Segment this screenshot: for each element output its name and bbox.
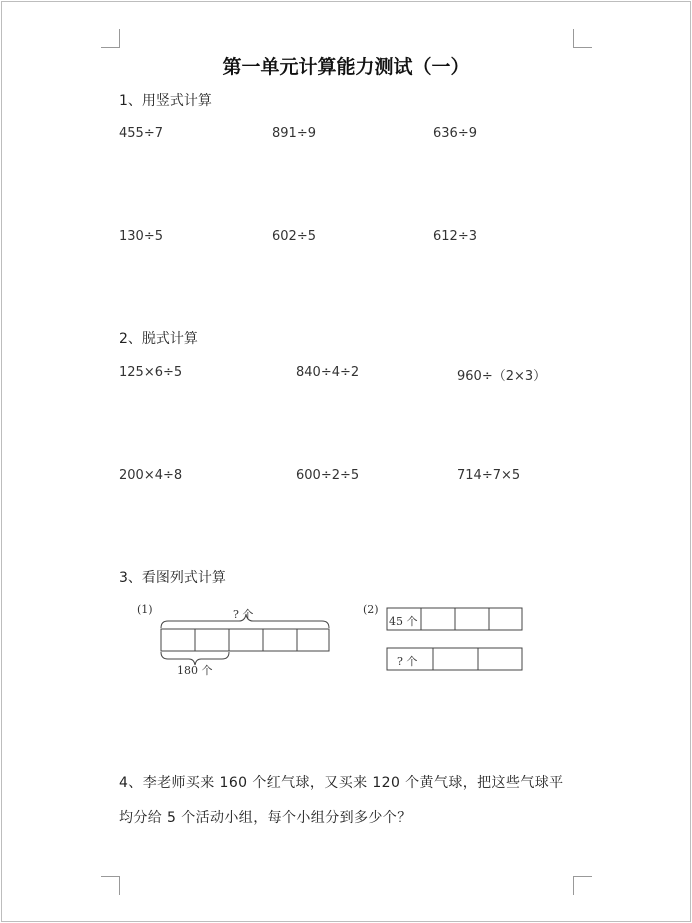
problem-1-5: 602÷5 (272, 229, 316, 244)
crop-mark-bottom-right (573, 876, 592, 895)
problem-2-3: 960÷（2×3） (457, 369, 547, 384)
problem-2-2: 840÷4÷2 (296, 365, 360, 380)
bar-diagram-2 (360, 600, 530, 680)
word-problem-line-2: 均分给 5 个活动小组，每个小组分到多少个？ (119, 810, 412, 826)
word-problem-line-1: 4、李老师买来 160 个红气球，又买来 120 个黄气球，把这些气球平 (119, 775, 564, 791)
diagram-1-drawing (135, 600, 335, 680)
page-title: 第一单元计算能力测试（一） (222, 56, 470, 78)
section-1-heading: 1、用竖式计算 (119, 93, 212, 109)
section-3-heading: 3、看图列式计算 (119, 570, 226, 586)
problem-1-1: 455÷7 (119, 126, 163, 141)
diagram-2-row2-label: ? 个 (397, 655, 418, 668)
crop-mark-bottom-left (101, 876, 120, 895)
problem-1-4: 130÷5 (119, 229, 163, 244)
problem-1-3: 636÷9 (433, 126, 477, 141)
diagram-1-label: (1) (137, 603, 153, 616)
diagram-2-label: (2) (363, 603, 379, 616)
diagram-2-drawing (360, 600, 530, 680)
problem-2-6: 714÷7×5 (457, 468, 521, 483)
problem-1-2: 891÷9 (272, 126, 316, 141)
problem-2-5: 600÷2÷5 (296, 468, 360, 483)
crop-mark-top-right (573, 29, 592, 48)
problem-2-1: 125×6÷5 (119, 365, 183, 380)
section-2-heading: 2、脱式计算 (119, 331, 198, 347)
crop-mark-top-left (101, 29, 120, 48)
problem-1-6: 612÷3 (433, 229, 477, 244)
problem-2-4: 200×4÷8 (119, 468, 183, 483)
diagram-2-row1-label: 45 个 (389, 615, 418, 628)
diagram-1-total-label: ? 个 (233, 608, 254, 621)
bar-diagram-1 (135, 600, 335, 680)
diagram-1-part-label: 180 个 (177, 664, 213, 677)
